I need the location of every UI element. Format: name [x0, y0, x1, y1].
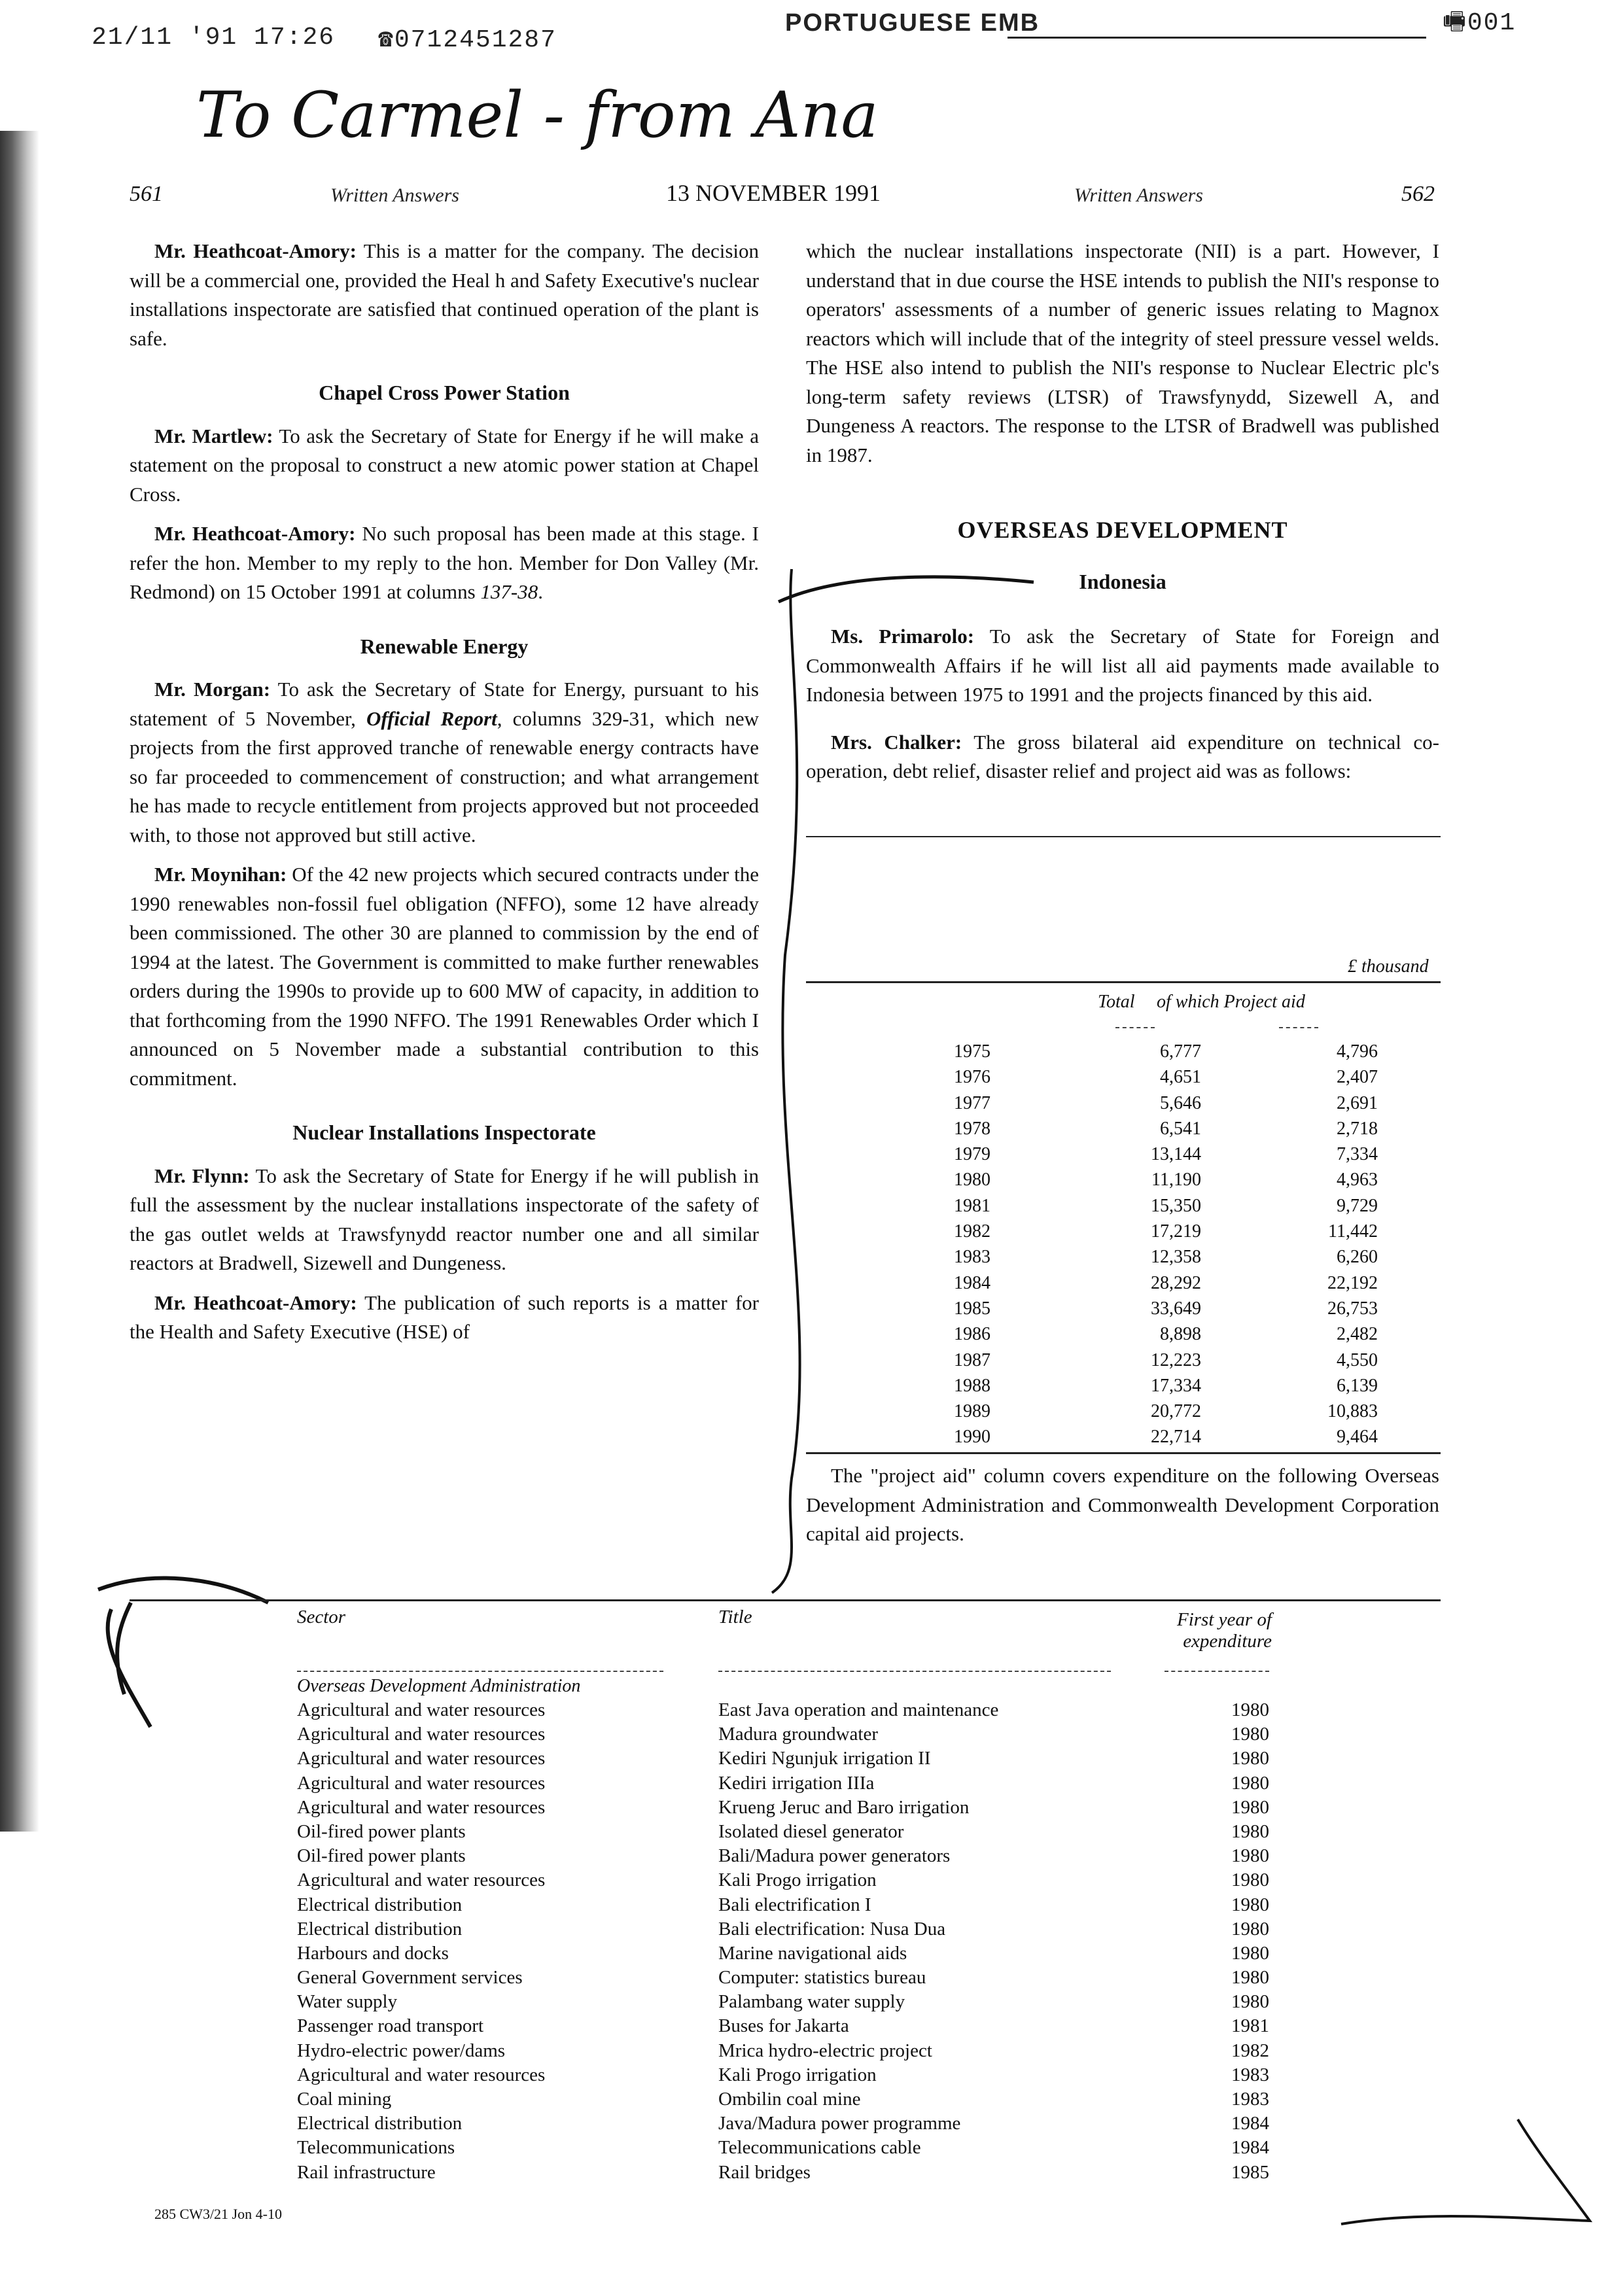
- aid-table-header-project: of which Project aid: [1157, 992, 1305, 1012]
- total-cell: 4,651: [1160, 1067, 1201, 1088]
- project-aid-cell: 11,442: [1328, 1221, 1378, 1242]
- sector-cell: Agricultural and water resources: [297, 1724, 546, 1745]
- left-running-title: Written Answers: [330, 184, 459, 206]
- project-aid-cell: 2,718: [1337, 1118, 1378, 1139]
- project-table-header-year: First year of expenditure: [1177, 1609, 1272, 1652]
- project-aid-cell: 7,334: [1337, 1144, 1378, 1165]
- project-aid-cell: 2,691: [1337, 1092, 1378, 1113]
- title-cell: Palambang water supply: [718, 1991, 905, 2013]
- total-cell: 11,190: [1151, 1170, 1201, 1191]
- project-table-top-rule: [130, 1599, 1441, 1601]
- year-cell: 1980: [954, 1170, 990, 1191]
- total-cell: 12,358: [1151, 1247, 1201, 1268]
- sector-cell: Hydro-electric power/dams: [297, 2040, 506, 2061]
- scan-edge-shadow: [0, 131, 39, 1832]
- right-running-title: Written Answers: [1074, 184, 1203, 206]
- section-heading-chapel-cross: Chapel Cross Power Station: [319, 381, 570, 404]
- handwritten-note: To Carmel - from Ana: [196, 78, 879, 152]
- table-row: [0, 1820, 1612, 1844]
- sector-cell: Agricultural and water resources: [297, 1699, 546, 1720]
- project-table-group-label: Overseas Development Administration: [297, 1676, 581, 1696]
- table-row: [806, 1399, 1441, 1424]
- sector-cell: Water supply: [297, 1991, 398, 2013]
- first-year-cell: 1980: [1231, 1772, 1269, 1794]
- table-row: [806, 1270, 1441, 1296]
- title-cell: East Java operation and maintenance: [718, 1699, 999, 1720]
- total-cell: 12,223: [1151, 1349, 1201, 1370]
- table-row: [0, 1868, 1612, 1892]
- year-cell: 1983: [954, 1247, 990, 1268]
- subsection-heading-indonesia: Indonesia: [1079, 569, 1166, 593]
- project-table-header-dashes: [1165, 1671, 1269, 1672]
- year-cell: 1987: [954, 1349, 990, 1370]
- aid-table-header-total: Total: [1098, 992, 1135, 1012]
- first-year-cell: 1985: [1231, 2161, 1269, 2183]
- paragraph: Mr. Martlew: To ask the Secretary of State for Energy if he will make a statement on the proposal to construct a new atomic power station at Chapel Cross.: [130, 424, 759, 506]
- sector-cell: Agricultural and water resources: [297, 2064, 546, 2085]
- sector-cell: Coal mining: [297, 2089, 392, 2110]
- speaker-name: Ms. Primarolo:: [831, 625, 975, 648]
- speaker-name: Mr. Heathcoat-Amory:: [154, 522, 356, 545]
- project-aid-cell: 9,464: [1337, 1427, 1378, 1448]
- table-row: [0, 2039, 1612, 2063]
- paragraph: Ms. Primarolo: To ask the Secretary of State for Foreign and Commonwealth Affairs if he will list all aid payments made available to Indonesia between 1975 to 1991 and the projects financed by this aid.: [806, 625, 1439, 706]
- sector-cell: Electrical distribution: [297, 1918, 463, 1939]
- table-row: [0, 2087, 1612, 2112]
- total-cell: 17,334: [1151, 1375, 1201, 1396]
- table-row: [0, 1796, 1612, 1820]
- title-cell: Bali/Madura power generators: [718, 1845, 951, 1867]
- project-aid-cell: 2,407: [1337, 1067, 1378, 1088]
- first-year-cell: 1984: [1231, 2137, 1269, 2159]
- table-row: [0, 1722, 1612, 1747]
- first-year-cell: 1980: [1231, 1967, 1269, 1989]
- speaker-name: Mr. Flynn:: [154, 1164, 250, 1187]
- sector-cell: Electrical distribution: [297, 2113, 463, 2134]
- speaker-name: Mr. Martlew:: [154, 424, 273, 447]
- project-table: [0, 1698, 1612, 2185]
- first-year-cell: 1983: [1231, 2064, 1269, 2085]
- aid-table-bottom-rule: [806, 1452, 1441, 1454]
- title-cell: Java/Madura power programme: [718, 2113, 961, 2134]
- year-cell: 1989: [954, 1401, 990, 1422]
- year-cell: 1981: [954, 1195, 990, 1216]
- fax-page-counter: 🖷001: [1443, 9, 1516, 37]
- fax-sender: PORTUGUESE EMB: [785, 9, 1040, 37]
- right-column-footnote: [806, 1461, 1439, 1559]
- table-row: [806, 1167, 1441, 1192]
- title-cell: Bali electrification: Nusa Dua: [718, 1918, 946, 1939]
- aid-table-top-rule: [806, 981, 1441, 983]
- project-table-header-dashes: [297, 1671, 663, 1672]
- table-row: [806, 1064, 1441, 1090]
- first-year-cell: 1982: [1231, 2040, 1269, 2061]
- total-cell: 8,898: [1160, 1324, 1201, 1345]
- paragraph: Mr. Morgan: To ask the Secretary of State for Energy, pursuant to his statement of 5 November, Official Report, columns 329-31, which new projects from the first approved tranche of renewable energy contracts have so far proceeded to commencement of construction; and what arrangement he has made to recycle entitlement from projects approved but not proceeded with, to those not approved but still active.: [130, 678, 760, 846]
- sector-cell: Rail infrastructure: [297, 2161, 436, 2183]
- aid-table-header-dashes: [1279, 1027, 1318, 1028]
- table-row: [0, 1941, 1612, 1966]
- paragraph: Mrs. Chalker: The gross bilateral aid expenditure on technical co-operation, debt relief, disaster relief and project aid was as follows:: [806, 730, 1440, 782]
- year-cell: 1984: [954, 1272, 990, 1293]
- first-year-cell: 1980: [1231, 1870, 1269, 1891]
- sector-cell: Oil-fired power plants: [297, 1845, 466, 1867]
- paragraph: Mr. Heathcoat-Amory: No such proposal has been made at this stage. I refer the hon. Member to my reply to the hon. Member for Don Valley (Mr. Redmond) on 15 October 1991 at columns 137-38.: [130, 522, 760, 603]
- project-aid-cell: 4,550: [1337, 1349, 1378, 1370]
- sector-cell: Agricultural and water resources: [297, 1772, 546, 1794]
- table-row: [0, 1844, 1612, 1868]
- first-year-cell: 1980: [1231, 1820, 1269, 1842]
- table-row: [0, 1771, 1612, 1796]
- right-page-number: 562: [1401, 182, 1435, 206]
- speaker-name: Mrs. Chalker:: [831, 730, 962, 754]
- table-row: [0, 2161, 1612, 2185]
- left-page-number: 561: [130, 182, 163, 206]
- table-row: [0, 1893, 1612, 1917]
- year-cell: 1990: [954, 1427, 990, 1448]
- total-cell: 28,292: [1151, 1272, 1201, 1293]
- table-row: [806, 1348, 1441, 1373]
- total-cell: 17,219: [1151, 1221, 1201, 1242]
- project-aid-cell: 2,482: [1337, 1324, 1378, 1345]
- title-cell: Computer: statistics bureau: [718, 1967, 926, 1989]
- year-cell: 1975: [954, 1041, 990, 1062]
- speaker-name: Mr. Morgan:: [154, 678, 271, 701]
- sector-cell: Agricultural and water resources: [297, 1748, 546, 1769]
- first-year-cell: 1980: [1231, 1942, 1269, 1964]
- first-year-cell: 1980: [1231, 1918, 1269, 1939]
- paragraph: which the nuclear installations inspectorate (NII) is a part. However, I understand that in due course the HSE intends to publish the NII's response to operators' assessments of a number of generic issues relating to Magnox reactors which will include that of the integrity of steel pressure vessel welds. The HSE also intend to publish the NII's response to Nuclear Electric plc's long-term safety reviews (LTSR) of Trawsfynydd, Sizewell A, and Dungeness A reactors. The response to the LTSR of Bradwell was published in 1987.: [806, 239, 1439, 466]
- table-row: [806, 1296, 1441, 1321]
- title-cell: Kediri irrigation IIIa: [718, 1772, 875, 1794]
- first-year-cell: 1980: [1231, 1894, 1269, 1915]
- highlight-box-rule: [806, 836, 1441, 837]
- project-aid-cell: 22,192: [1327, 1272, 1378, 1293]
- paragraph: Mr. Heathcoat-Amory: The publication of such reports is a matter for the Health and Safety Executive (HSE) of: [130, 1291, 759, 1343]
- year-cell: 1985: [954, 1298, 990, 1319]
- aid-table-unit: £ thousand: [1348, 956, 1429, 977]
- table-row: [0, 2136, 1612, 2160]
- total-cell: 22,714: [1151, 1427, 1201, 1448]
- title-cell: Kediri Ngunjuk irrigation II: [718, 1748, 931, 1769]
- year-cell: 1977: [954, 1092, 990, 1113]
- speaker-name: Mr. Heathcoat-Amory:: [154, 1291, 357, 1314]
- paragraph: Mr. Moynihan: Of the 42 new projects which secured contracts under the 1990 renewables non-fossil fuel obligation (NFFO), some 12 have already been commissioned. The other 30 are planned to commission by the end of 1994 at the latest. The Government is committed to make further renewables orders during the 1990s to provide up to 600 MW of capacity, in addition to that forthcoming from the 1990 NFFO. The 1991 Renewables Order which I announced on 5 November made a substantial contribution to this commitment.: [130, 863, 759, 1090]
- paragraph: The "project aid" column covers expenditure on the following Overseas Development Administration and Commonwealth Development Corporation capital aid projects.: [806, 1464, 1439, 1545]
- fax-header-rule: [1008, 37, 1426, 39]
- aid-table-header-dashes: [1115, 1027, 1155, 1028]
- project-table-header-dashes: [718, 1671, 1111, 1672]
- total-cell: 6,777: [1160, 1041, 1201, 1062]
- aid-table: [806, 1039, 1441, 1450]
- speaker-name: Mr. Moynihan:: [154, 863, 287, 886]
- title-cell: Rail bridges: [718, 2161, 811, 2183]
- sector-cell: Oil-fired power plants: [297, 1820, 466, 1842]
- table-row: [0, 2112, 1612, 2136]
- first-year-cell: 1981: [1231, 2015, 1269, 2037]
- table-row: [806, 1244, 1441, 1270]
- table-row: [0, 1917, 1612, 1941]
- table-row: [0, 1747, 1612, 1771]
- table-row: [806, 1219, 1441, 1244]
- project-table-header-title: Title: [718, 1607, 752, 1627]
- right-column: [806, 237, 1439, 797]
- year-cell: 1988: [954, 1375, 990, 1396]
- table-row: [0, 2063, 1612, 2087]
- paragraph: Mr. Heathcoat-Amory: This is a matter for the company. The decision will be a commercial one, provided the Heal h and Safety Executive's nuclear installations inspectorate are satisfied that continued operation of the plant is safe.: [130, 239, 759, 350]
- table-row: [0, 1966, 1612, 1990]
- title-cell: Krueng Jeruc and Baro irrigation: [718, 1796, 970, 1818]
- total-cell: 33,649: [1151, 1298, 1201, 1319]
- table-row: [0, 1698, 1612, 1722]
- title-cell: Mrica hydro-electric project: [718, 2040, 932, 2061]
- table-row: [806, 1090, 1441, 1116]
- table-row: [806, 1373, 1441, 1399]
- title-cell: Isolated diesel generator: [718, 1820, 904, 1842]
- table-row: [0, 2014, 1612, 2038]
- total-cell: 6,541: [1160, 1118, 1201, 1139]
- title-cell: Ombilin coal mine: [718, 2089, 861, 2110]
- project-table-header-sector: Sector: [297, 1607, 346, 1627]
- sector-cell: Telecommunications: [297, 2137, 455, 2159]
- table-row: [806, 1141, 1441, 1167]
- first-year-cell: 1980: [1231, 1796, 1269, 1818]
- total-cell: 20,772: [1151, 1401, 1201, 1422]
- first-year-cell: 1980: [1231, 1845, 1269, 1867]
- title-cell: Bali electrification I: [718, 1894, 871, 1915]
- year-cell: 1978: [954, 1118, 990, 1139]
- project-aid-cell: 10,883: [1327, 1401, 1378, 1422]
- title-cell: Madura groundwater: [718, 1724, 878, 1745]
- footer-print-code: 285 CW3/21 Jon 4-10: [154, 2206, 282, 2222]
- fax-timestamp: 21/11 '91 17:26: [92, 24, 336, 52]
- first-year-cell: 1980: [1231, 1724, 1269, 1745]
- title-cell: Marine navigational aids: [718, 1942, 907, 1964]
- project-aid-cell: 4,796: [1337, 1041, 1378, 1062]
- year-cell: 1982: [954, 1221, 990, 1242]
- sector-cell: Agricultural and water resources: [297, 1796, 546, 1818]
- paragraph: Mr. Flynn: To ask the Secretary of State for Energy if he will publish in full the assessment by the nuclear installations inspectorate of the safety of the gas outlet welds at Trawsfynydd reactor number one and all similar reactors at Bradwell, Sizewell and Dungeness.: [130, 1164, 759, 1274]
- project-aid-cell: 6,139: [1337, 1375, 1378, 1396]
- first-year-cell: 1980: [1231, 1748, 1269, 1769]
- total-cell: 13,144: [1151, 1144, 1201, 1165]
- title-cell: Buses for Jakarta: [718, 2015, 849, 2037]
- year-cell: 1986: [954, 1324, 990, 1345]
- speaker-name: Mr. Heathcoat-Amory:: [154, 239, 357, 262]
- table-row: [806, 1116, 1441, 1141]
- sector-cell: Passenger road transport: [297, 2015, 484, 2037]
- sector-cell: General Government services: [297, 1967, 523, 1989]
- sector-cell: Harbours and docks: [297, 1942, 449, 1964]
- year-cell: 1976: [954, 1067, 990, 1088]
- title-cell: Telecommunications cable: [718, 2137, 921, 2159]
- table-row: [806, 1321, 1441, 1347]
- project-aid-cell: 6,260: [1337, 1247, 1378, 1268]
- table-row: [806, 1193, 1441, 1219]
- section-heading-renewable-energy: Renewable Energy: [360, 634, 529, 658]
- section-heading-nuclear-inspectorate: Nuclear Installations Inspectorate: [292, 1121, 596, 1144]
- title-cell: Kali Progo irrigation: [718, 2064, 877, 2085]
- table-row: [806, 1424, 1441, 1450]
- first-year-cell: 1980: [1231, 1699, 1269, 1720]
- first-year-cell: 1980: [1231, 1991, 1269, 2013]
- project-aid-cell: 26,753: [1327, 1298, 1378, 1319]
- first-year-cell: 1984: [1231, 2113, 1269, 2134]
- fax-phone-number: ☎0712451287: [378, 26, 557, 54]
- sector-cell: Agricultural and water resources: [297, 1870, 546, 1891]
- table-row: [0, 1990, 1612, 2014]
- first-year-cell: 1983: [1231, 2089, 1269, 2110]
- issue-date: 13 NOVEMBER 1991: [666, 180, 881, 206]
- project-aid-cell: 4,963: [1337, 1170, 1378, 1191]
- title-cell: Kali Progo irrigation: [718, 1870, 877, 1891]
- sector-cell: Electrical distribution: [297, 1894, 463, 1915]
- section-heading-overseas-development: OVERSEAS DEVELOPMENT: [957, 517, 1288, 543]
- total-cell: 15,350: [1151, 1195, 1201, 1216]
- year-cell: 1979: [954, 1144, 990, 1165]
- project-aid-cell: 9,729: [1337, 1195, 1378, 1216]
- table-row: [806, 1039, 1441, 1064]
- left-column: [130, 237, 759, 1357]
- total-cell: 5,646: [1160, 1092, 1201, 1113]
